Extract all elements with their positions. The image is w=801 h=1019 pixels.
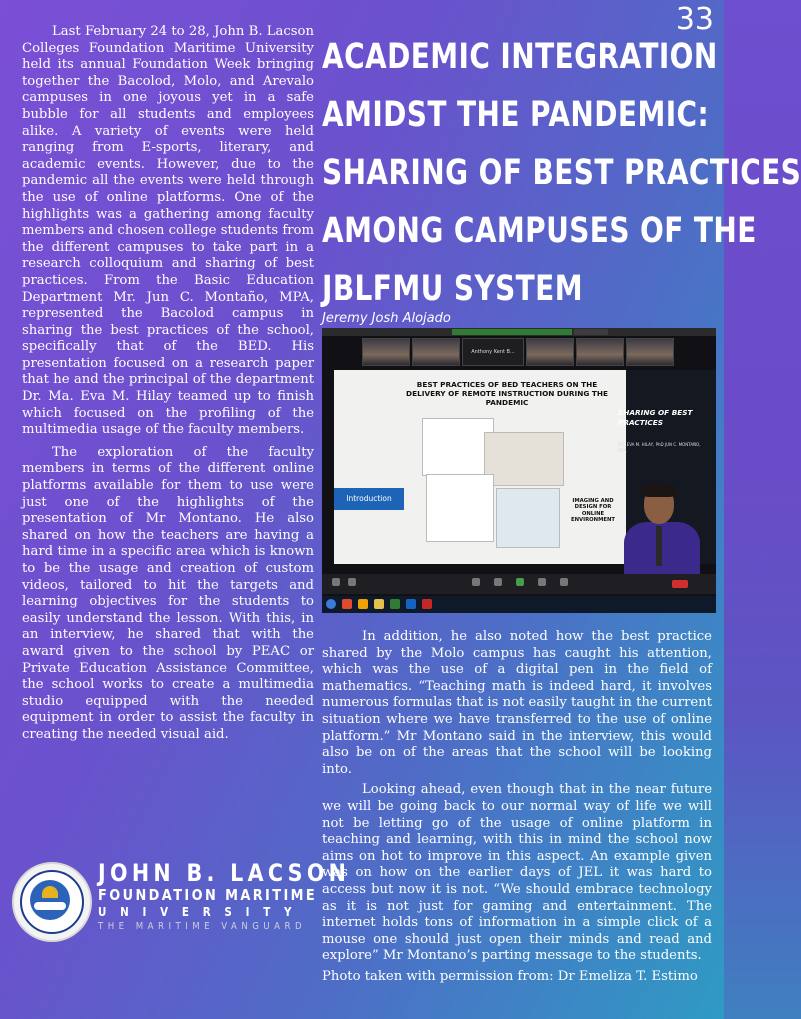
participant-thumb: [412, 338, 460, 366]
participant-thumb: [626, 338, 674, 366]
introduction-tag: Introduction: [334, 488, 404, 510]
slide-document: [496, 488, 560, 548]
chat-icon: [494, 578, 502, 586]
participant-name: Anthony Kent B...: [462, 338, 524, 366]
side-names: MA. EVA M. HILAY, PhD JUN C. MONTAÑO, MPA: [618, 442, 701, 453]
photo-credit: Photo taken with permission from: Dr Emeliza T. Estimo: [322, 968, 698, 984]
start-icon: [326, 599, 336, 609]
page-number: 33: [675, 2, 714, 37]
recording-banner: [452, 329, 572, 335]
title-line: AMIDST THE PANDEMIC:: [322, 95, 710, 135]
slide-document: [426, 474, 494, 542]
university-wordmark: [98, 859, 351, 934]
author-byline: Jeremy Josh Alojado: [322, 311, 451, 326]
seal-wave: [34, 902, 66, 910]
app-icon: [406, 599, 416, 609]
side-title: SHARING OF BEST PRACTICES: [618, 408, 693, 427]
title-line: SHARING OF BEST PRACTICES: [322, 153, 801, 193]
meeting-controls: [322, 574, 716, 594]
participant-thumb: [526, 338, 574, 366]
taskbar: [322, 596, 716, 613]
presenter-tie: [656, 526, 662, 566]
paragraph: In addition, he also noted how the best practice shared by the Molo campus has caught his attention, which was the use of a digital pen in the field of mathematics. “Teaching math is indeed hard, it involves numerous formulas that is not easily taught in the current situation where we have transferred to the use of online platform.” Mr Montano said in the interview, this would also be on of the areas that the school will be looking into.: [322, 629, 712, 777]
participant-strip: [362, 338, 686, 366]
app-icon: [358, 599, 368, 609]
app-icon: [390, 599, 400, 609]
reactions-icon: [560, 578, 568, 586]
participant-thumb: [362, 338, 410, 366]
app-icon: [342, 599, 352, 609]
meeting-top-bar: [322, 328, 716, 336]
paragraph: Last February 24 to 28, John B. Lacson Colleges Foundation Maritime University held its annual Foundation Week bringing together the Bacolod, Molo, and Arevalo campuses in one joyous yet in a safe bubble for all students and employees alike. A variety of events were held ranging from E-sports, literary, and academic events. However, due to the pandemic all the events were held through the use of online platforms. One of the highlights was a gathering among faculty members and chosen college students from the different campuses to take part in a research colloquium and sharing of best practices. From the Basic Education Department Mr. Jun C. Montaño, MPA, represented the Bacolod campus in sharing the best practices of the school, specifically that of the BED. His presentation focused on a research paper that he and the principal of the department Dr. Ma. Eva M. Hilay teamed up to finish which focused on the profiling of the multimedia usage of the faculty members.: [22, 24, 314, 438]
share-screen-icon: [516, 578, 524, 586]
org-line-4: THE MARITIME VANGUARD: [98, 921, 307, 932]
title-line: AMONG CAMPUSES OF THE: [322, 211, 757, 251]
org-line-1: JOHN B. LACSON: [98, 859, 351, 887]
view-options: [574, 329, 608, 335]
org-line-2: FOUNDATION MARITIME: [98, 886, 318, 904]
presenter-hair: [642, 483, 676, 497]
record-icon: [538, 578, 546, 586]
folder-icon: [374, 599, 384, 609]
camera-icon: [348, 578, 356, 586]
end-button: [672, 580, 688, 588]
university-seal-icon: [12, 862, 92, 942]
mic-icon: [332, 578, 340, 586]
imaging-label: IMAGING AND DESIGN FOR ONLINE ENVIRONMENT: [570, 498, 616, 524]
slide-title: BEST PRACTICES OF BED TEACHERS ON THE DELIVERY OF REMOTE INSTRUCTION DURING THE PANDEMIC: [406, 380, 608, 407]
paragraph: Looking ahead, even though that in the near future we will be going back to our normal way of life we will not be letting go of the usage of online platform in teaching and learning, with this in mind the school now aims on hot to improve in this aspect. An example given was on how on the earlier days of JEL it was hard to access but now it is not. “We should embrace technology as it is not just for gaming and entertainment. The internet holds tons of information in a simple click of a mouse one should just open their minds and read and explore” Mr Montano’s parting message to the students.: [322, 782, 712, 964]
paragraph: The exploration of the faculty members in terms of the different online platforms available for them to use were just one of the highlights of the presentation of Mr Montano. He also shared on how the teachers are having a hard time in a specific area which is known to be the usage and creation of custom videos, tailored to hit the targets and learning objectives for the students to easily understand the lesson. With this, in an interview, he shared that with the award given to the school by PEAC or Private Education Assistance Committee, the school works to create a multimedia studio equipped with the needed equipment in order to assist the faculty in creating the needed visual aid.: [22, 444, 314, 742]
slide-document: [484, 432, 564, 486]
participants-icon: [472, 578, 480, 586]
title-line: JBLFMU SYSTEM: [322, 269, 583, 309]
app-icon: [422, 599, 432, 609]
article-title: [322, 28, 801, 318]
shared-slide: [334, 370, 626, 564]
right-column: [322, 629, 712, 989]
title-line: ACADEMIC INTEGRATION: [322, 37, 718, 77]
left-column: [22, 24, 314, 750]
participant-thumb: [576, 338, 624, 366]
org-line-3: UNIVERSITY: [98, 905, 306, 919]
seal-sun: [42, 886, 58, 898]
article-photo: [322, 328, 716, 613]
